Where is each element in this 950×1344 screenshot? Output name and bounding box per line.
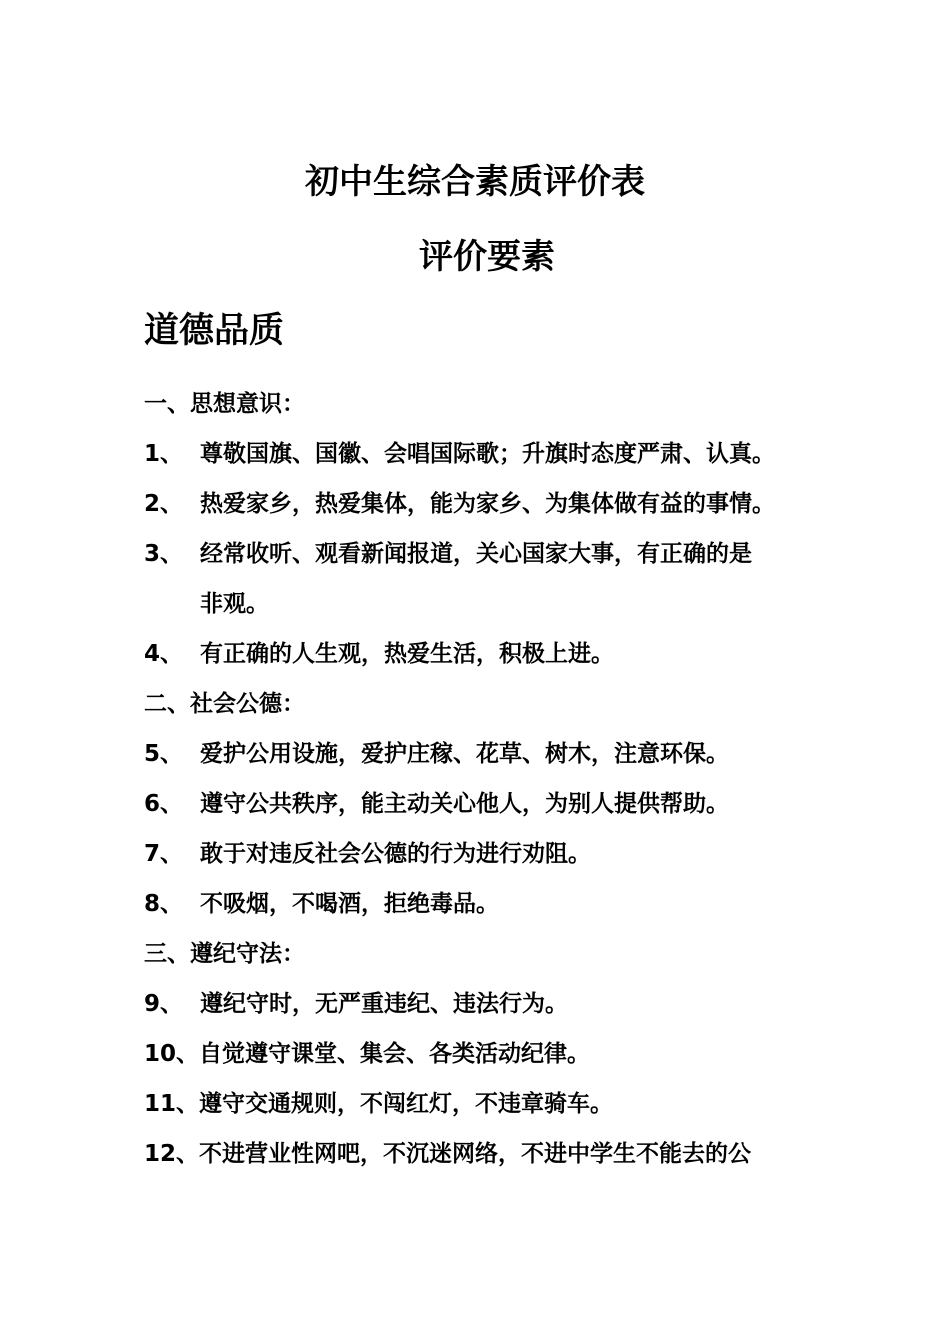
item-text: 遵纪守时，无严重违纪、违法行为。 [200, 991, 568, 1017]
item-text: 遵守公共秩序，能主动关心他人，为别人提供帮助。 [200, 791, 729, 817]
item-text: 有正确的人生观，热爱生活，积极上进。 [200, 641, 614, 667]
group-heading: 三、遵纪守法： [144, 941, 305, 967]
document-title: 初中生综合素质评价表 [305, 162, 645, 202]
list-item [144, 985, 824, 1035]
list-item [144, 785, 824, 835]
item-text: 不进营业性网吧，不沉迷网络，不进中学生不能去的公 [199, 1141, 752, 1167]
item-text: 热爱家乡，热爱集体，能为家乡、为集体做有益的事情。 [200, 491, 775, 517]
item-number: 2、 [144, 491, 184, 517]
item-number: 8、 [144, 891, 184, 917]
item-text: 非观。 [200, 591, 269, 617]
item-text: 自觉遵守课堂、集会、各类活动纪律。 [199, 1041, 591, 1067]
item-text: 遵守交通规则，不闯红灯，不违章骑车。 [199, 1091, 614, 1117]
item-number: 12、 [144, 1141, 200, 1167]
item-text: 尊敬国旗、国徽、会唱国际歌；升旗时态度严肃、认真。 [200, 441, 775, 467]
item-number: 7、 [144, 841, 184, 867]
list-item [144, 885, 824, 935]
list-item [144, 1085, 824, 1135]
item-text: 敢于对违反社会公德的行为进行劝阻。 [200, 841, 591, 867]
item-text: 经常收听、观看新闻报道，关心国家大事，有正确的是 [200, 541, 752, 567]
list-item [144, 1035, 824, 1085]
item-number: 1、 [144, 441, 184, 467]
item-number: 10、 [144, 1041, 200, 1067]
list-item [144, 835, 824, 885]
item-number: 3、 [144, 541, 184, 567]
item-number: 11、 [144, 1091, 200, 1117]
item-text: 不吸烟，不喝酒，拒绝毒品。 [200, 891, 499, 917]
group-heading: 一、思想意识： [144, 391, 305, 417]
list-item [144, 735, 824, 785]
group-heading: 二、社会公德： [144, 691, 305, 717]
list-item [144, 435, 824, 485]
item-number: 9、 [144, 991, 184, 1017]
item-number: 5、 [144, 741, 184, 767]
list-item-continuation [144, 585, 824, 635]
item-number: 6、 [144, 791, 184, 817]
list-item [144, 535, 824, 585]
list-item [144, 485, 824, 535]
item-number: 4、 [144, 641, 184, 667]
list-item [144, 635, 824, 685]
evaluation-list [144, 385, 824, 1185]
item-text: 爱护公用设施，爱护庄稼、花草、树木，注意环保。 [200, 741, 729, 767]
section-heading: 道德品质 [144, 311, 285, 351]
document-subtitle: 评价要素 [419, 237, 555, 277]
list-item [144, 1135, 824, 1185]
